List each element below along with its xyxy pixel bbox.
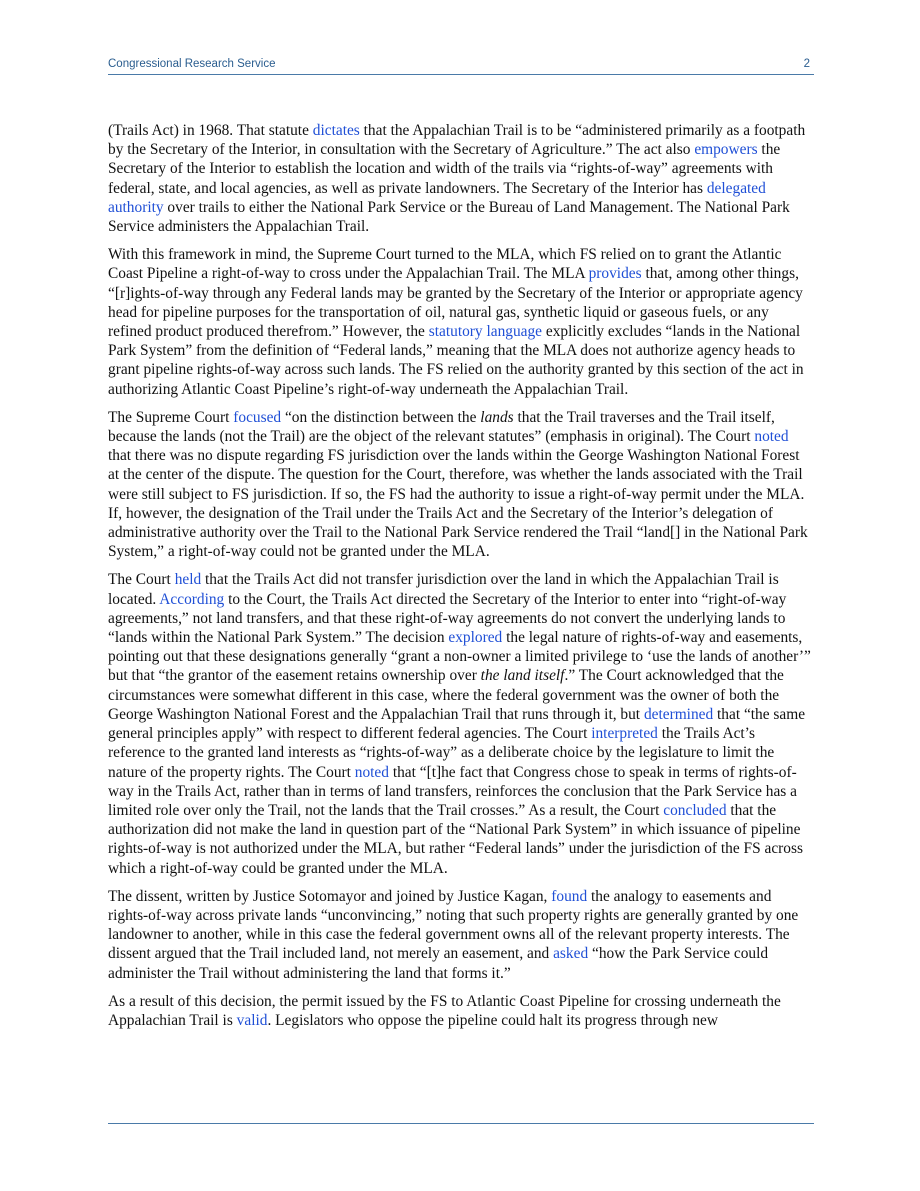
text-run: The Supreme Court: [108, 408, 234, 426]
citation-link[interactable]: empowers: [694, 141, 758, 159]
paragraph: [108, 121, 814, 236]
citation-link[interactable]: asked: [553, 945, 589, 963]
citation-link[interactable]: noted: [354, 763, 389, 781]
citation-link[interactable]: found: [551, 887, 588, 905]
text-run: “how the Park Service could administer the Trail without administering the land that forms it.”: [108, 945, 769, 982]
text-run: (Trails Act) in 1968. That statute: [108, 122, 313, 139]
text-run: . Legislators who oppose the pipeline could halt its progress through new: [267, 1011, 718, 1029]
citation-link[interactable]: focused: [233, 408, 282, 426]
emphasis-text: the land itself: [480, 667, 565, 685]
text-run: that “the same general principles apply” with respect to different federal agencies. The Court: [108, 705, 806, 743]
text-run: The dissent, written by Justice Sotomayor and joined by Justice Kagan,: [108, 887, 552, 905]
citation-link[interactable]: held: [174, 571, 202, 589]
text-run: With this framework in mind, the Supreme Court turned to the MLA, which FS relied on to grant the Atlantic Coast Pipeline a right-of-way to cross under the Appalachian Trail. The MLA: [108, 246, 782, 283]
citation-link[interactable]: noted: [754, 428, 789, 446]
text-run: over trails to either the National Park Service or the Bureau of Land Management. The National Park Service administers the Appalachian Trail.: [108, 198, 790, 236]
paragraph: [108, 570, 814, 877]
text-run: that the Trail traverses and the Trail itself, because the lands (not the Trail) are the object of the relevant statutes” (emphasis in original). The Court: [108, 408, 775, 446]
page-header: [108, 56, 814, 75]
citation-link[interactable]: valid: [236, 1011, 268, 1029]
citation-link[interactable]: provides: [588, 265, 642, 283]
text-run: the Trails Act’s reference to the granted land interests as “rights-of-way” as a deliberate choice by the legislature to limit the nature of the property rights. The Court: [108, 725, 775, 781]
paragraph: [108, 887, 814, 983]
paragraph: [108, 408, 814, 562]
text-run: the legal nature of rights-of-way and easements, pointing out that these designations generally “grant a non-owner a limited privilege to ‘use the lands of another’” but that “the grantor of the easement retains ownership over: [108, 629, 811, 685]
text-run: that “[t]he fact that Congress chose to speak in terms of rights-of-way in the Trails Act, rather than in terms of land transfers, reinforces the conclusion that the Park Service has a limited role over only the Trail, not the lands that the Trail crosses.” As a result, the Court: [108, 763, 797, 819]
header-publisher: Congressional Research Service: [108, 58, 276, 70]
text-run: As a result of this decision, the permit issued by the FS to Atlantic Coast Pipeline for crossing underneath the Appalachian Trail is: [108, 992, 781, 1029]
citation-link[interactable]: determined: [643, 705, 714, 723]
text-run: the Secretary of the Interior to establish the location and width of the trails via “rights-of-way” agreements with federal, state, and local agencies, as well as private landowners. The Secretary of the Interior has: [108, 141, 781, 197]
text-run: that the Trails Act did not transfer jurisdiction over the land in which the Appalachian Trail is located.: [108, 571, 779, 608]
paragraph: [108, 245, 814, 399]
text-run: The Court: [108, 571, 175, 589]
citation-link[interactable]: explored: [448, 629, 503, 647]
text-run: to the Court, the Trails Act directed the Secretary of the Interior to enter into “right-of-way agreements,” not land transfers, and that these right-of-way agreements do not convert the underlying lands to “lands within the National Park System.” The decision: [108, 590, 787, 647]
text-run: explicitly excludes “lands in the National Park System” from the definition of “Federal lands,” meaning that the MLA does not authorize agency heads to grant pipeline rights-of-way across such lands. The FS relied on the authority granted by this section of the act in authorizing Atlantic Coast Pipeline’s right-of-way underneath the Appalachian Trail.: [108, 323, 804, 398]
paragraph: [108, 992, 814, 1030]
citation-link[interactable]: concluded: [663, 801, 727, 819]
text-run: that the authorization did not make the land in question part of the “National Park System” in which issuance of pipeline rights-of-way is not authorized under the MLA, but rather “Federal lands” under the jurisdiction of the FS across which a right-of-way could be granted under the MLA.: [108, 801, 803, 877]
text-run: “on the distinction between the: [281, 408, 481, 426]
text-run: the analogy to easements and rights-of-way across private lands “unconvincing,” noting that such property rights are generally granted by one landowner to another, while in this case the federal government owns all of the relevant property interests. The dissent argued that the Trail included land, not merely an easement, and: [108, 887, 799, 963]
text-run: that, among other things, “[r]ights-of-way through any Federal lands may be granted by the Secretary of the Interior or appropriate agency head for pipeline purposes for the transportation of oil, natural gas, synthetic liquid or gaseous fuels, or any refined product produced therefrom.” However, the: [108, 265, 803, 341]
text-run: that there was no dispute regarding FS jurisdiction over the lands within the George Washington National Forest at the center of the dispute. The question for the Court, therefore, was whether the lands associated with the Trail were still subject to FS jurisdiction. If so, the FS had the authority to issue a right-of-way permit under the MLA. If, however, the designation of the Trail under the Trails Act and the Secretary of the Interior’s delegation of administrative authority over the Trail to the National Park Service rendered the Trail “land[] in the National Park System,” a right-of-way could not be granted under the MLA.: [108, 447, 808, 561]
citation-link[interactable]: interpreted: [591, 725, 658, 743]
page-number: 2: [803, 58, 810, 70]
citation-link[interactable]: delegated authority: [108, 179, 766, 216]
document-body: [108, 121, 814, 1039]
citation-link[interactable]: statutory language: [428, 323, 543, 341]
emphasis-text: lands: [480, 408, 514, 426]
citation-link[interactable]: dictates: [312, 122, 360, 139]
text-run: .” The Court acknowledged that the circumstances were somewhat different in this case, where the federal government was the owner of both the George Washington National Forest and the Appalachian Trail that runs through it, but: [108, 667, 784, 723]
citation-link[interactable]: According: [159, 590, 225, 608]
text-run: that the Appalachian Trail is to be “administered primarily as a footpath by the Secretary of the Interior, in consultation with the Secretary of Agriculture.” The act also: [108, 122, 806, 159]
footer-rule: [108, 1123, 814, 1124]
